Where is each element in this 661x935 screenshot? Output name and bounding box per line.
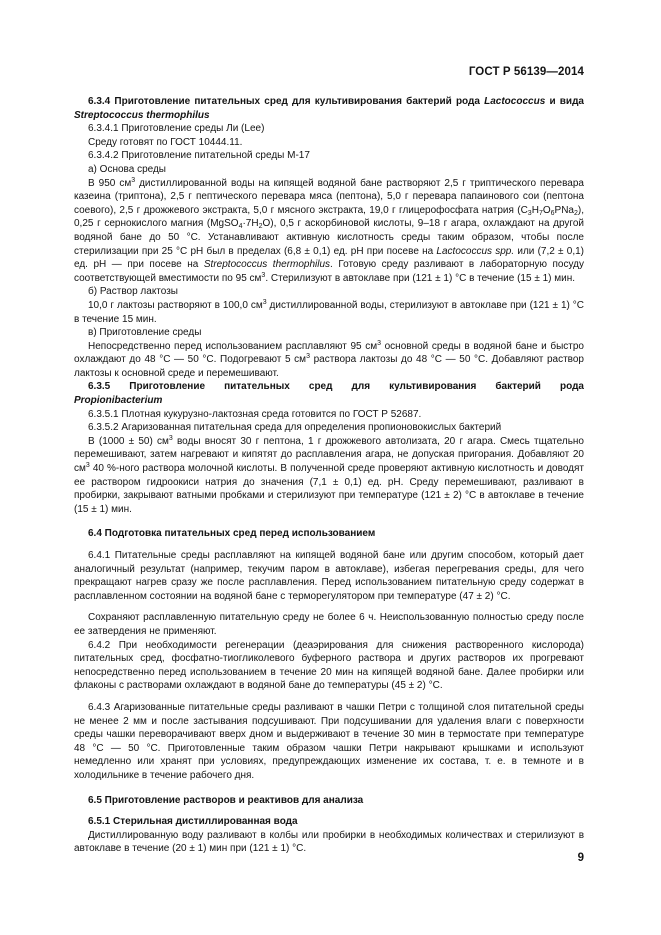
text: раствора лактозы до 48 °С — 50 °С. Добавляют раствор лактозы к основной среде и перемешивают. [74, 354, 584, 379]
paragraph: Сохраняют расплавленную питательную среду не более 6 ч. Неиспользованную полностью среду после ее затвердения не применяют. [74, 612, 584, 637]
document-body [74, 95, 584, 856]
text: . Стерилизуют в автоклаве при (121 ± 1) °С в течение (15 ± 1) мин. [265, 272, 576, 284]
section-6-3-4-title [74, 95, 584, 122]
paragraph: 6.3.5.1 Плотная кукурузно-лактозная среда готовится по ГОСТ Р 52687. [88, 408, 422, 420]
superscript: 3 [262, 298, 267, 306]
subscript: 4 [238, 223, 243, 231]
section-6-5-title: 6.5 Приготовление растворов и реактивов для анализа [88, 794, 364, 806]
text: 10,0 г лактозы растворяют в 100,0 см [88, 299, 263, 311]
text: O), 0,5 г аскорбиновой кислоты, 9–18 г агара, охлаждают на другой водяной бане до 50 °С. Устанавливают активную кислотность среды таким образом, чтобы после стерилизации при 25 °С pH был в пределах (6,8 ± 0,1) ед. pH при посеве на [74, 218, 584, 257]
subscript: 6 [550, 209, 555, 217]
text: ), 0,25 г сернокислого магния (MgSO [74, 204, 584, 230]
text: H [531, 204, 539, 216]
superscript: 3 [377, 339, 381, 347]
section-6-3-5-title: 6.3.5 Приготовление питательных сред для культивирования бактерий рода [88, 381, 584, 393]
superscript: 3 [131, 176, 136, 184]
text: воды вносят 30 г пептона, 1 г дрожжевого автолизата, 20 г агара. Смесь тщательно перемешивают, затем нагревают и кипятят до расплавления агара, не допуская пригорания. Добавляют 20 см [74, 435, 584, 475]
text: В 950 см [88, 177, 132, 189]
title-genus: Lactococcus [484, 96, 546, 107]
subscript: 7 [538, 209, 543, 217]
superscript: 3 [168, 434, 173, 442]
text: O [542, 204, 551, 216]
superscript: 3 [261, 271, 266, 279]
genus-name: Lactococcus spp. [436, 245, 515, 257]
paragraph: 6.3.4.2 Приготовление питательной среды М-17 [88, 150, 310, 162]
text: ·7H [242, 218, 259, 230]
paragraph: 6.4.2 При необходимости регенерации (деаэрирования для снижения растворенного кислорода) питательных сред, фосфатно-тиогликолевого буферного раствора и других растворов их прогревают непосредственно перед использованием в течение 20 мин на кипящей водяной бане. Далее пробирки или флаконы с растворами охлаждают в водяной бане до температуры (45 ± 2) °С. [74, 639, 584, 692]
species-name: Streptococcus thermophilus [203, 259, 331, 271]
text: дистиллированной воды, стерилизуют в автоклаве при (121 ± 1) °С в течение 15 мин. [74, 299, 585, 325]
text: дистиллированной воды на кипящей водяной бане растворяют 2,5 г триптического перевара казеина (триптона), 2,5 г пептического перевара мяса (пептона), 5,0 г перевара папаинового сои (пептона соевого), 2,5 г дрожжевого экстракта, 5,0 г мясного экстракта, 19,0 г глицерофосфата натрия (C [74, 177, 584, 216]
title-text: и вида [545, 96, 584, 107]
paragraph-base-medium [74, 177, 584, 286]
paragraph: 6.4.3 Агаризованные питательные среды разливают в чашки Петри с толщиной слоя питательной среды не менее 2 мм и после застывания подсушивают. При подсушивании для удаления влаги с поверхности среды чашки переворачивают вверх дном и выдерживают в течение 30 мин в термостате при температуре 48 °С — 50 °С. Приготовленные таким образом чашки Петри накрывают крышками и используют немедленно или хранят при условиях, предупреждающих изменение их состава, т. е. в темноте и в холодильнике в течение рабочего дня. [74, 701, 584, 781]
text: PNa [554, 204, 574, 216]
paragraph: в) Приготовление среды [88, 327, 202, 339]
paragraph: Дистиллированную воду разливают в колбы или пробирки в необходимых количествах и стерилизуют в автоклаве в течение (20 ± 1) мин при (121 ± 1) °С. [74, 829, 584, 855]
title-species: Streptococcus thermophilus [74, 109, 210, 121]
text: основной среды в водяной бане и быстро охлаждают до 48 °С — 50 °С. Подогревают 5 см [74, 340, 584, 366]
text: или (7,2 ± 0,1) ед. pH — при посеве на [74, 245, 585, 271]
subscript: 2 [573, 209, 578, 217]
document-standard-number: ГОСТ Р 56139—2014 [468, 66, 584, 78]
paragraph: 6.3.5.2 Агаризованная питательная среда для определения пропионовокислых бактерий [88, 422, 502, 434]
section-6-3-5-genus [74, 394, 584, 408]
superscript: 3 [85, 462, 90, 470]
paragraph: 6.3.4.1 Приготовление среды Ли (Lee) [88, 123, 265, 135]
page-number: 9 [577, 852, 584, 864]
section-6-4-title: 6.4 Подготовка питательных сред перед использованием [88, 528, 376, 540]
text: В (1000 ± 50) см [88, 435, 169, 447]
text: 40 %-ного раствора молочной кислоты. В полученной среде проверяют активную кислотность и доводят ее раствором гидроокиси натрия до значения (7,1 ± 0,1) ед. pH. Среду перемешивают, разливают в пробирки, закрывают ватными пробками и стерилизуют при температуре (121 ± 2) °С в автоклаве в течение (15 ± 1) мин. [74, 463, 584, 515]
subscript: 2 [258, 223, 263, 231]
paragraph: б) Раствор лактозы [88, 286, 178, 298]
paragraph-propionic-medium [74, 435, 584, 517]
paragraph: 6.4.1 Питательные среды расплавляют на кипящей водяной бане или другим способом, который дает аналогичный результат (например, текучим паром в автоклаве), избегая перегревания среды, для чего прекращают нагрев сразу же после расплавления. Перед использованием питательную среду содержат в расплавленном состоянии на водяной бане с терморегулятором при температуре (47 ± 2) °С. [74, 550, 584, 602]
superscript: 3 [306, 353, 310, 361]
text: Непосредственно перед использованием расплавляют 95 см [88, 340, 378, 352]
paragraph: а) Основа среды [88, 163, 166, 175]
title-text: 6.3.4 Приготовление питательных сред для культивирования бактерий рода [88, 96, 485, 107]
paragraph: Среду готовят по ГОСТ 10444.11. [88, 136, 243, 148]
subscript: 3 [527, 209, 532, 217]
section-6-5-1-title: 6.5.1 Стерильная дистиллированная вода [88, 816, 298, 828]
genus-name: Propionibacterium [74, 395, 163, 407]
text: . Готовую среду разливают в лабораторную посуду соответствующей вместимости по 95 см [74, 259, 584, 284]
paragraph-lactose [74, 299, 584, 326]
paragraph-medium-prep [74, 340, 584, 381]
